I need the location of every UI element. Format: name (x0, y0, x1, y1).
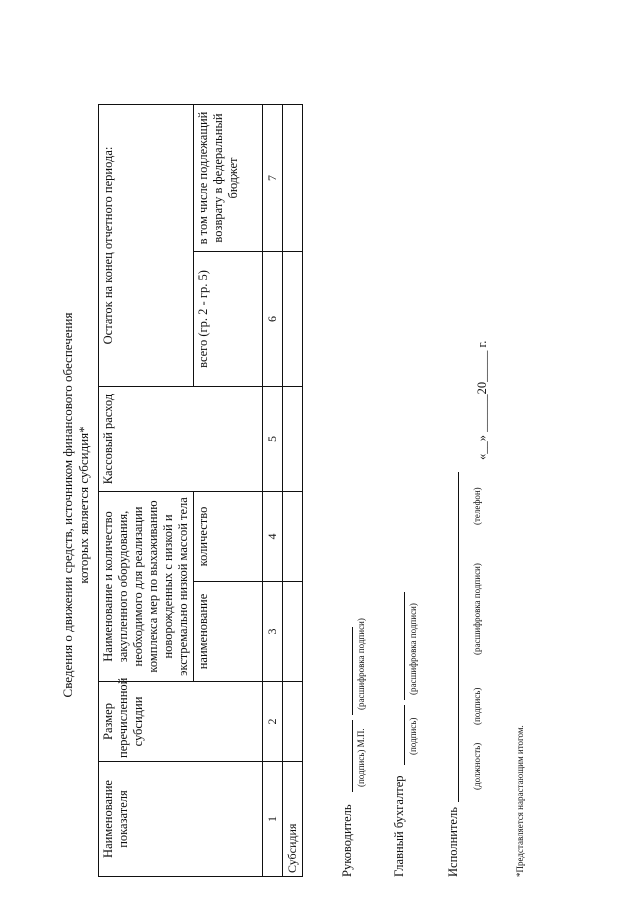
head-signature-caption: (подпись) М.П. (356, 728, 366, 787)
document-title-line2: которых является субсидия* (76, 426, 91, 584)
subsidy-funds-table (98, 104, 303, 877)
header-subsidy-amount: Размер перечисленной субсидии (99, 682, 263, 762)
executor-phone-caption: (телефон) (472, 487, 482, 525)
executor-signature-caption: (подпись) (472, 687, 482, 725)
column-number: 5 (263, 387, 283, 492)
table-cell (283, 492, 303, 582)
table-cell (283, 105, 303, 252)
head-signature-line (352, 720, 353, 792)
executor-position-caption: (должность) (472, 742, 482, 790)
executor-date: «__» ______20_____ г. (475, 340, 489, 460)
column-number: 1 (263, 762, 283, 877)
executor-decode-caption: (расшифровка подписи) (472, 563, 482, 655)
footnote: *Представляется нарастающим итогом. (515, 725, 525, 877)
column-number: 3 (263, 582, 283, 682)
column-number: 7 (263, 105, 283, 252)
accountant-label: Главный бухгалтер (392, 775, 406, 877)
document-title-line1: Сведения о движении средств, источником финансового обеспечения (60, 312, 75, 698)
header-row-top (99, 105, 194, 877)
table-row-subsidy (283, 105, 303, 877)
accountant-signature-caption: (подпись) (408, 717, 418, 755)
column-number: 4 (263, 492, 283, 582)
header-cash-expense: Кассовый расход (99, 387, 263, 492)
table-cell (283, 252, 303, 387)
row-label-subsidy: Субсидия (283, 762, 303, 877)
table-cell (283, 387, 303, 492)
head-decode-caption: (расшифровка подписи) (356, 618, 366, 710)
header-equipment-quantity: количество (194, 492, 263, 582)
executor-label: Исполнитель (446, 807, 460, 877)
head-label: Руководитель (340, 804, 354, 877)
accountant-decode-caption: (расшифровка подписи) (408, 603, 418, 695)
head-decode-line (352, 627, 353, 715)
header-balance-to-return: в том числе подлежащий возврату в федеральный бюджет (194, 105, 263, 252)
table-cell (283, 582, 303, 682)
accountant-signature-line (404, 705, 405, 765)
header-equipment: Наименование и количество закупленного оборудования, необходимого для реализации комплекса мер по выхаживанию новорожденных с низкой и экстремально низкой массой тела (99, 492, 194, 682)
executor-line (458, 472, 459, 802)
accountant-decode-line (404, 592, 405, 700)
column-number-row (263, 105, 283, 877)
column-number: 2 (263, 682, 283, 762)
column-number: 6 (263, 252, 283, 387)
table-cell (283, 682, 303, 762)
header-balance-total: всего (гр. 2 - гр. 5) (194, 252, 263, 387)
header-period-balance: Остаток на конец отчетного периода: (99, 105, 194, 387)
header-equipment-name: наименование (194, 582, 263, 682)
header-indicator-name: Наименование показателя (99, 762, 263, 877)
